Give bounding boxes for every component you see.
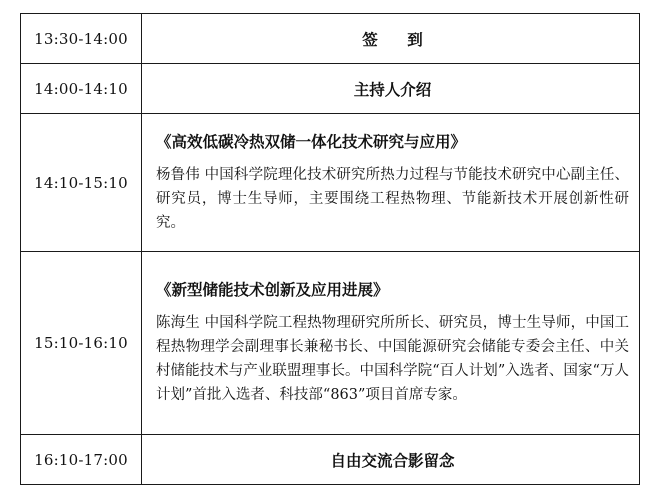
- table-row: [21, 252, 640, 435]
- detail-cell: [142, 14, 640, 64]
- detail-cell: [142, 435, 640, 485]
- table-row: [21, 114, 640, 252]
- talk-title: 《高效低碳冷热双储一体化技术研究与应用》: [156, 131, 467, 151]
- talk-title: 《新型储能技术创新及应用进展》: [156, 280, 389, 299]
- detail-cell: [142, 114, 640, 252]
- session-title: 自由交流合影留念: [330, 450, 455, 470]
- detail-cell: [142, 252, 640, 435]
- time-cell: 13:30-14:00: [21, 14, 142, 64]
- time-cell: 15:10-16:10: [21, 252, 142, 435]
- time-cell: 16:10-17:00: [21, 435, 142, 485]
- table-row: [21, 14, 640, 64]
- time-cell: 14:10-15:10: [21, 114, 142, 252]
- time-cell: 14:00-14:10: [21, 64, 142, 114]
- table-row: [21, 435, 640, 485]
- session-title: 主持人介绍: [353, 79, 432, 99]
- speaker-description: 杨鲁伟 中国科学院理化技术研究所热力过程与节能技术研究中心副主任、研究员，博士生导师，主要围绕工程热物理、节能新技术开展创新性研究。: [156, 166, 629, 231]
- detail-cell: [142, 64, 640, 114]
- table-row: [21, 64, 640, 114]
- session-title: 签 到: [362, 29, 435, 49]
- speaker-description: 陈海生 中国科学院工程热物理研究所所长、研究员，博士生导师，中国工程热物理学会副理事长兼秘书长、中国能源研究会储能专委会主任、中关村储能技术与产业联盟理事长。中国科学院“百人计划”入选者、国家“万人计划”首批入选者、科技部“863”项目首席专家。: [156, 315, 629, 403]
- schedule-table: [20, 13, 640, 485]
